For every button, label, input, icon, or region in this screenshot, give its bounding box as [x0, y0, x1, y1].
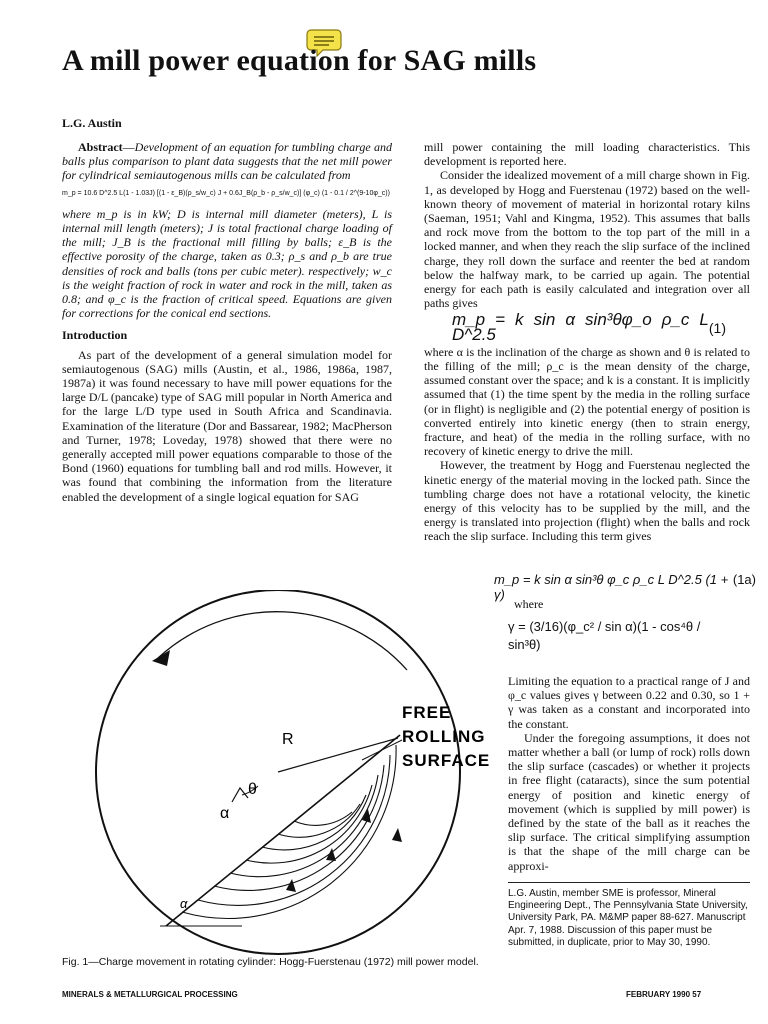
abstract-definitions: where m_p is in kW; D is internal mill diameter (meters), L is internal mill length (meters); J is total fractional charge loading of the mill; J_B is the fractional mill filling by balls; ε_B is the effective porosity of the charge, taken as 0.3; ρ_s and ρ_b are true densities of rock and balls (tons per cubic meter). respectively; w_c is the weight fraction of rock in water and rock in the mill, taken as 0.8; and φ_c is the fraction of critical speed. Equations are given for corrections for the conical end sections. [62, 206, 392, 321]
journal-name: MINERALS & METALLURGICAL PROCESSING [62, 990, 238, 999]
equation-1 [424, 310, 750, 344]
introduction-paragraph: As part of the development of a general simulation model for semiautogenous (SAG) mills (Austin, et al., 1986, 1986a, 1987, 1987a) it was found necessary to have mill power equations for the large D/L (pancake) type of SAG mill popular in North America and for the large L/D type used in South Africa and Scandinavia. Examination of the literature (Dor and Bassarear, 1982; MacPherson and Turner, 1978; Loveday, 1978) showed that there were no generally accepted mill power equations comparable to those of the Bond (1960) equations for tumbling ball and rod mills. However, it was found that combining the information from the literature enabled the development of a single logical equation for SAG [62, 347, 392, 504]
equation-1a-number: (1a) [732, 572, 756, 587]
slip-surface-line [166, 735, 400, 926]
where-label: where [514, 597, 544, 611]
gamma-equation-text: γ = (3/16)(φ_c² / sin α)(1 - cos⁴θ / sin³θ) [508, 619, 701, 652]
theta-marker [232, 788, 248, 802]
author-footnote: L.G. Austin, member SME is professor, Mineral Engineering Dept., The Pennsylvania State University, University Park, PA. M&MP paper 88-627. Manuscript Apr. 7, 1988. Discussion of this paper must be submitted, in duplicate, prior to May 30, 1990. [508, 888, 748, 948]
abstract-dash: — [122, 140, 135, 154]
alpha-label: α [220, 805, 230, 822]
right-paragraph-1: mill power containing the mill loading characteristics. This development is reported here. [424, 140, 750, 169]
introduction-heading: Introduction [62, 328, 128, 343]
figure-1-diagram [62, 590, 502, 960]
right-narrow-column [508, 674, 750, 873]
abstract-label: Abstract [78, 140, 123, 154]
author-name: L.G. Austin [62, 116, 122, 130]
figure-caption: Fig. 1—Charge movement in rotating cylinder: Hogg-Fuerstenau (1972) mill power model. [62, 956, 479, 968]
rotation-arrow [158, 612, 407, 670]
equation-1-number: (1) [708, 319, 726, 336]
abstract-formula: m_p = 10.6 D^2.5 L(1 - 1.03J) [(1 - ε_B)(ρ_s/w_c) J + 0.6J_B(ρ_b - ρ_s/w_c)] (φ_c) (1 - 0.1 / 2^(9-10φ_c)) [62, 189, 390, 197]
right-paragraph-2: Consider the idealized movement of a mill charge shown in Fig. 1, as developed by Hogg and Fuerstenau (1972) based on the well-known theory of movement of material in horizontal rotary kilns (Saeman, 1951; Vahl and Kingma, 1952). This assumes that balls and rock move from the bottom to the top part of the mill in a locked manner, and when they reach the slip surface of the inclined charge, they roll down the surface and reenter the bed at random below the halfway mark, to be carried up again. The potential energy for each path is easily calculated and integration over all paths gives [424, 168, 750, 311]
right-paragraph-4: However, the treatment by Hogg and Fuerstenau neglected the kinetic energy of the material moving in the locked path. Since the tumbling charge does not have a rotational velocity, the kinetic energy of this velocity has to be supplied by the mill, and the energy is translated into projection (flight) when the balls and rock reach the slip surface. Including this term gives [424, 458, 750, 544]
equation-1-text: m_p = k sin α sin³θφ_o ρ_c L D^2.5 [452, 310, 709, 344]
right-column [424, 140, 750, 544]
free-label: FREE [402, 703, 452, 722]
issue-page: FEBRUARY 1990 57 [626, 990, 702, 999]
article-title: A mill power equation for SAG mills [62, 44, 537, 77]
rolling-label: ROLLING [402, 727, 486, 746]
charge-paths [182, 745, 396, 918]
radius-label: R [282, 731, 294, 748]
right-paragraph-6: Under the foregoing assumptions, it does not matter whether a ball (or lump of rock) rolls down the slip surface (cascades) or whether it projects in free flight (cataracts), since the sum potential energy of position and kinetic energy of movement (which is supplied by mill power) is defined by the state of the ball as it reaches the slip surface. The critical simplifying assumption is that the shape of the mill charge can be approxi- [508, 730, 750, 873]
footnote-divider [508, 882, 750, 883]
equation-1a-text: m_p = k sin α sin³θ φ_c ρ_c L D^2.5 (1 + γ) [494, 572, 729, 602]
left-column [62, 140, 392, 504]
radius-line [278, 738, 398, 772]
right-paragraph-3: where α is the inclination of the charge as shown and θ is related to the filling of the mill; ρ_c is the mean density of the charge, assumed constant over the space; and k is a constant. It is implicitly assumed that (1) the time spent by the media in the rolling surface (or in flight) is negligible and (2) the potential energy of position is converted entirely into kinetic energy (then to strain energy, fracture, and heat) of the media in the rolling surface, with no recovery of kinetic energy to drive the mill. [424, 344, 750, 459]
abstract-text: Development of an equation for tumbling charge and balls plus comparison to plant data suggests that the net mill power for cylindrical semiautogenous mills can be calculated from [62, 140, 392, 183]
theta-label: θ [248, 781, 257, 798]
right-paragraph-5: Limiting the equation to a practical range of J and φ_c values gives γ between 0.22 and 0.30, so 1 + γ was taken as a constant and incorporated into the constant. [508, 674, 750, 731]
rotation-arrowhead [152, 650, 170, 666]
bottom-alpha-label: α [180, 896, 188, 911]
abstract [62, 140, 392, 183]
surface-label: SURFACE [402, 751, 491, 770]
gamma-equation [508, 618, 708, 664]
